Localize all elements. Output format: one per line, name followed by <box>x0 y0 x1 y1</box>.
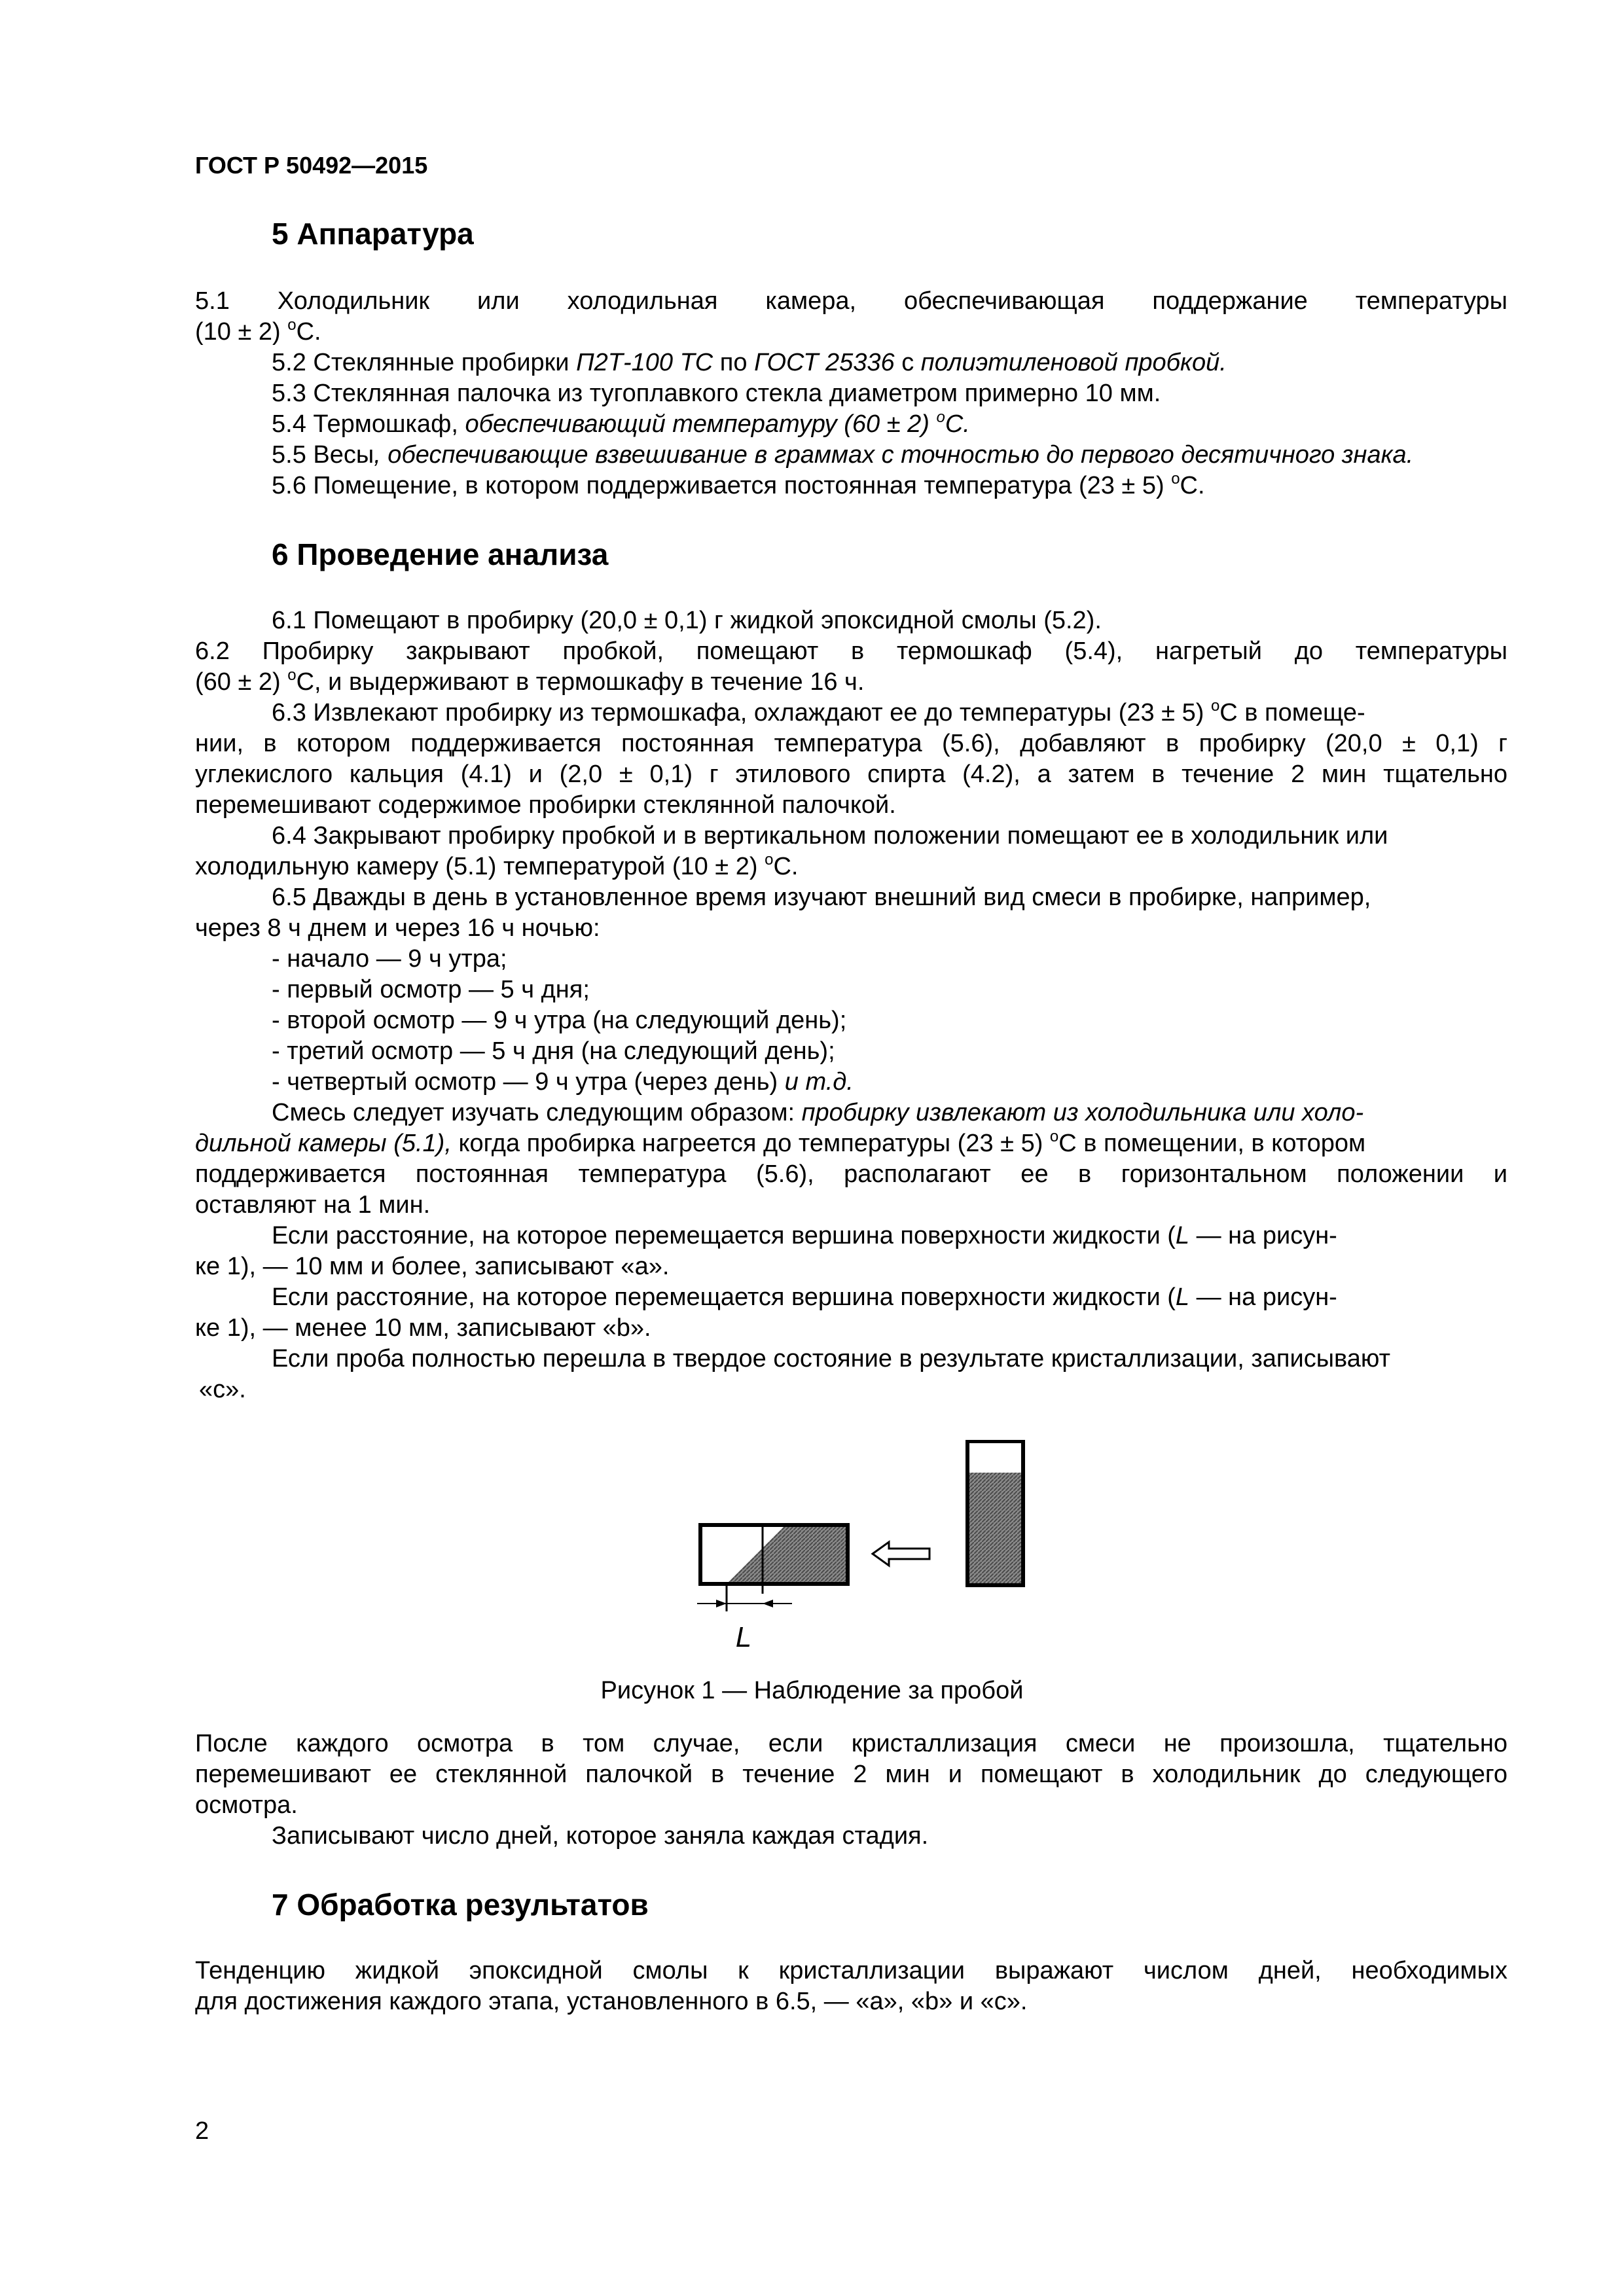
list-item: - первый осмотр — 5 ч дня; <box>272 976 590 1003</box>
list-item: - четвертый осмотр — 9 ч утра (через день) и т.д. <box>272 1068 854 1096</box>
figure-caption: Рисунок 1 — Наблюдение за пробой <box>600 1677 1024 1704</box>
section-7-title: 7 Обработка результатов <box>272 1888 649 1922</box>
para-after-line2: перемешивают ее стеклянной палочкой в течение 2 мин и помещают в холодильник до следующего <box>195 1761 1507 1788</box>
para-method-line4: оставляют на 1 мин. <box>195 1191 431 1219</box>
para-5-5: 5.5 Весы, обеспечивающие взвешивание в граммах с точностью до первого десятичного знака. <box>272 441 1414 469</box>
list-item: - начало — 9 ч утра; <box>272 945 507 973</box>
para-method-line3: поддерживается постоянная температура (5.6), располагают ее в горизонтальном положении и <box>195 1160 1507 1188</box>
document-header: ГОСТ Р 50492—2015 <box>195 152 428 179</box>
horizontal-test-tube <box>697 1525 848 1611</box>
para-5-1-line1: 5.1 Холодильник или холодильная камера, обеспечивающая поддержание температуры <box>195 287 1507 315</box>
para-5-3: 5.3 Стеклянная палочка из тугоплавкого стекла диаметром примерно 10 мм. <box>272 380 1161 407</box>
para-c-line2: «с». <box>199 1376 246 1403</box>
para-c-line1: Если проба полностью перешла в твердое состояние в результате кристаллизации, записывают <box>272 1345 1390 1372</box>
para-6-5-line2: через 8 ч днем и через 16 ч ночью: <box>195 914 600 942</box>
para-6-2-line1: 6.2 Пробирку закрывают пробкой, помещают в термошкаф (5.4), нагретый до температуры <box>195 637 1507 665</box>
section-6-title: 6 Проведение анализа <box>272 537 609 571</box>
arrow-left-icon <box>873 1542 929 1566</box>
para-after-line3: осмотра. <box>195 1791 298 1819</box>
figure-1 <box>687 1440 1054 1656</box>
list-item: - второй осмотр — 9 ч утра (на следующий день); <box>272 1007 847 1034</box>
para-a-line2: ке 1), — 10 мм и более, записывают «а». <box>195 1253 670 1280</box>
para-5-4: 5.4 Термошкаф, обеспечивающий температуру (60 ± 2) $^o$C. <box>272 408 970 438</box>
para-b-line1: Если расстояние, на которое перемещается вершина поверхности жидкости (L — на рисун- <box>272 1283 1337 1311</box>
para-5-2: 5.2 Стеклянные пробирки П2Т-100 ТС по ГОСТ 25336 с полиэтиленовой пробкой. <box>272 349 1227 376</box>
para-6-4-line1: 6.4 Закрывают пробирку пробкой и в вертикальном положении помещают ее в холодильник или <box>272 822 1388 850</box>
vertical-test-tube <box>967 1441 1023 1585</box>
para-6-3-line1: 6.3 Извлекают пробирку из термошкафа, охлаждают ее до температуры (23 ± 5) $^o$C в помеще- <box>272 697 1365 726</box>
para-7-line2: для достижения каждого этапа, установленного в 6.5, — «а», «b» и «с». <box>195 1988 1028 2015</box>
para-6-2-line2: (60 ± 2) $^o$C, и выдерживают в термошкафу в течение 16 ч. <box>195 666 865 696</box>
para-record-days: Записывают число дней, которое заняла каждая стадия. <box>272 1822 929 1850</box>
section-5-title: 5 Аппаратура <box>272 217 474 251</box>
para-5-6: 5.6 Помещение, в котором поддерживается постоянная температура (23 ± 5) $^o$C. <box>272 470 1205 499</box>
para-6-3-line3: углекислого кальция (4.1) и (2,0 ± 0,1) г этилового спирта (4.2), а затем в течение 2 мин тщательно <box>195 761 1507 788</box>
para-6-3-line2: нии, в котором поддерживается постоянная температура (5.6), добавляют в пробирку (20,0 ± 0,1) г <box>195 730 1507 757</box>
para-b-line2: ке 1), — менее 10 мм, записывают «b». <box>195 1314 651 1342</box>
para-method-line1: Смесь следует изучать следующим образом: пробирку извлекают из холодильника или холо- <box>272 1099 1364 1126</box>
para-6-1: 6.1 Помещают в пробирку (20,0 ± 0,1) г жидкой эпоксидной смолы (5.2). <box>272 607 1102 634</box>
para-a-line1: Если расстояние, на которое перемещается вершина поверхности жидкости (L — на рисун- <box>272 1222 1337 1249</box>
para-5-1-line2: (10 ± 2) $^o$C. <box>195 316 321 346</box>
para-6-5-line1: 6.5 Дважды в день в установленное время изучают внешний вид смеси в пробирке, например, <box>272 884 1371 911</box>
para-6-4-line2: холодильную камеру (5.1) температурой (10 ± 2) $^o$C. <box>195 851 799 880</box>
list-item: - третий осмотр — 5 ч дня (на следующий день); <box>272 1037 835 1065</box>
para-7-line1: Тенденцию жидкой эпоксидной смолы к кристаллизации выражают числом дней, необходимых <box>195 1957 1507 1984</box>
para-method-line2: дильной камеры (5.1), когда пробирка нагреется до температуры (23 ± 5) $^o$C в помещении, в котором <box>195 1128 1366 1157</box>
page-number: 2 <box>195 2117 209 2145</box>
figure-label-L: L <box>735 1621 752 1653</box>
para-6-3-line4: перемешивают содержимое пробирки стеклянной палочкой. <box>195 791 896 819</box>
para-after-line1: После каждого осмотра в том случае, если кристаллизация смеси не произошла, тщательно <box>195 1730 1507 1757</box>
